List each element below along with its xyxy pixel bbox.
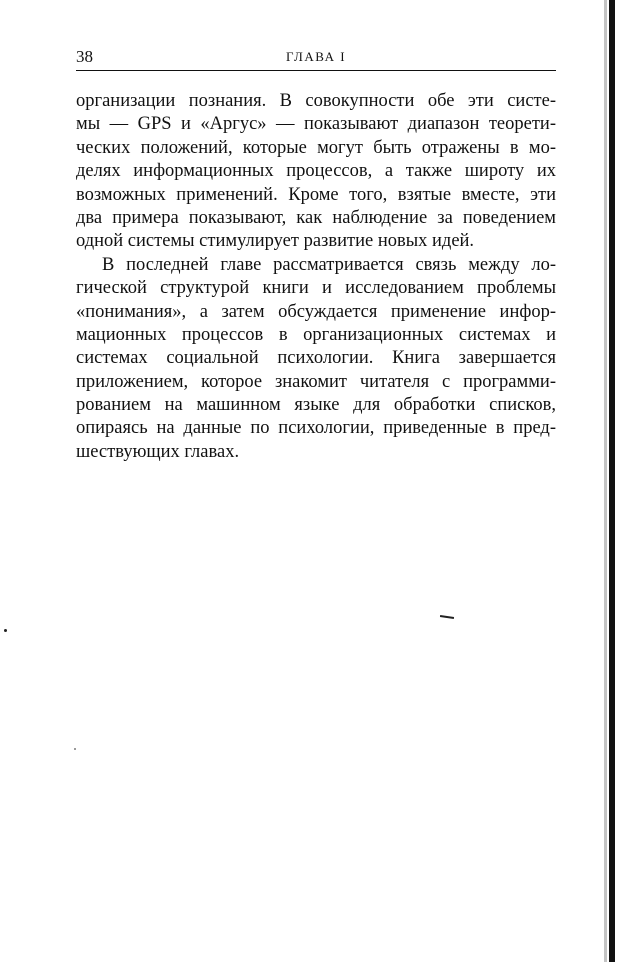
text-line: возможных применений. Кроме того, взятые вместе, эти (76, 184, 556, 205)
header-rule (76, 70, 556, 71)
text-line: системах социальной психологии. Книга завершается (76, 348, 556, 369)
text-line: «понимания», а затем обсуждается применение инфор- (76, 301, 556, 322)
scan-edge-bar (609, 0, 615, 962)
text-line: рованием на машинном языке для обработки списков, (76, 395, 556, 416)
text-line: гической структурой книги и исследованием проблемы (76, 278, 556, 299)
scan-speck (74, 748, 76, 750)
paragraph-2 (76, 254, 556, 465)
chapter-label: ГЛАВА I (285, 49, 347, 64)
paragraph-1 (76, 90, 556, 254)
scan-speck (4, 629, 7, 632)
text-line: мы — GPS и «Аргус» — показывают диапазон теорети- (76, 114, 556, 135)
text-line: В последней главе рассматривается связь между ло- (102, 254, 556, 275)
text-line: организации познания. В совокупности обе эти систе- (76, 91, 556, 111)
page-number: 38 (76, 47, 93, 66)
text-line: приложением, которое знакомит читателя с программи- (76, 371, 556, 392)
text-line: одной системы стимулирует развитие новых идей. (76, 231, 475, 252)
text-line: ческих положений, которые могут быть отражены в мо- (76, 137, 556, 158)
running-head (76, 46, 556, 68)
text-line: делях информационных процессов, а также широту их (76, 161, 556, 182)
body-text (76, 90, 556, 464)
text-line: мационных процессов в организационных системах и (76, 324, 556, 345)
text-line: опираясь на данные по психологии, приведенные в пред- (76, 418, 556, 439)
scan-edge-shade (604, 0, 607, 962)
text-line: шествующих главах. (76, 441, 240, 462)
scan-speck (440, 615, 454, 619)
text-line: два примера показывают, как наблюдение за поведением (76, 207, 556, 228)
